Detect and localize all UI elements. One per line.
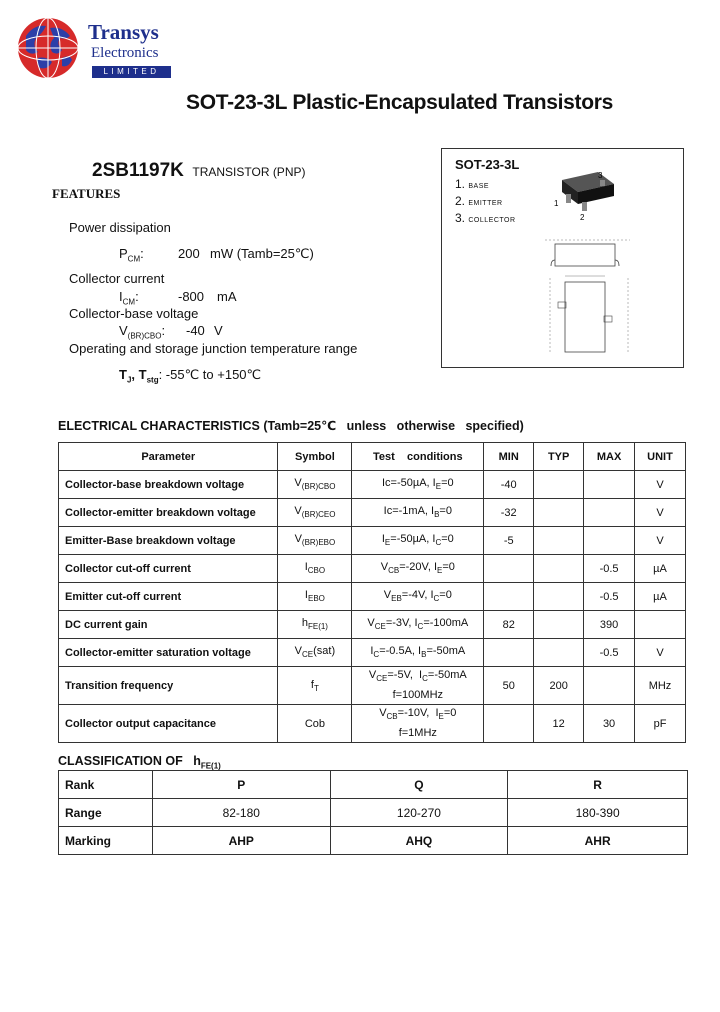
vcbo-symbol: $V_{(BR)CBO}$: bbox=[119, 323, 166, 341]
table-row: Emitter cut-off current $I_{EBO}$ $V_{EB}=-4V$, $I_C=0$ -0.5 µA bbox=[59, 583, 686, 611]
temperature-range-label: Operating and storage junction temperature range bbox=[69, 341, 358, 356]
header-typ: TYP bbox=[534, 443, 584, 471]
vcbo-unit: V bbox=[214, 323, 223, 338]
pin-3-item: 3. COLLECTOR bbox=[455, 211, 516, 225]
header-symbol: Symbol bbox=[278, 443, 352, 471]
temperature-range-value: $T_J$, $T_{stg}$: -55℃ to +150℃ bbox=[119, 367, 262, 385]
pcm-unit: mW (Tamb=25℃) bbox=[210, 246, 314, 261]
pin-1-item: 1. BASE bbox=[455, 177, 490, 191]
header-test-conditions: Test conditions bbox=[352, 443, 484, 471]
vcbo-value: -40 bbox=[186, 323, 205, 338]
part-heading bbox=[92, 160, 305, 182]
pin-mark-1: 1 bbox=[554, 199, 559, 208]
electrical-characteristics-table bbox=[58, 442, 686, 743]
table-row: Transition frequency $f_T$ $V_{CE}=-5V$, $I_C=-50mA$ f=100MHz 50 200 MHz bbox=[59, 667, 686, 705]
table-row: Collector cut-off current $I_{CBO}$ $V_{CB}=-20V$, $I_E=0$ -0.5 µA bbox=[59, 555, 686, 583]
classification-heading: CLASSIFICATION OF $h_{FE(1)}$ bbox=[58, 754, 221, 771]
collector-current-label: Collector current bbox=[69, 271, 165, 286]
part-number: 2SB1197K bbox=[92, 160, 184, 181]
electrical-characteristics-heading: ELECTRICAL CHARACTERISTICS (Tamb=25℃ unless otherwise specified) bbox=[58, 419, 524, 433]
table-row: Range 82-180 120-270 180-390 bbox=[59, 799, 688, 827]
table-row: Collector-emitter saturation voltage $V_{CE}(sat)$ $I_C=-0.5A$, $I_B=-50mA$ -0.5 V bbox=[59, 639, 686, 667]
pcm-value: 200 bbox=[178, 246, 200, 261]
classification-table bbox=[58, 770, 688, 855]
icm-symbol: $I_{CM}$: bbox=[119, 289, 139, 307]
pin-mark-3: 3 bbox=[598, 171, 603, 180]
table-header-row bbox=[59, 443, 686, 471]
table-row: Emitter-Base breakdown voltage $V_{(BR)EBO}$ $I_E=-50\mu A$, $I_C=0$ -5 V bbox=[59, 527, 686, 555]
icm-value: -800 bbox=[178, 289, 205, 304]
table-row: Collector-emitter breakdown voltage $V_{(BR)CEO}$ Ic=-1mA, $I_B=0$ -32 V bbox=[59, 499, 686, 527]
package-title: SOT-23-3L bbox=[455, 157, 520, 172]
document-title: SOT-23-3L Plastic-Encapsulated Transistors bbox=[186, 91, 614, 114]
table-row: Collector output capacitance Cob $V_{CB}=-10V$, $I_E=0$ f=1MHz 12 30 pF bbox=[59, 705, 686, 743]
pcm-symbol: $P_{CM}$: bbox=[119, 246, 144, 264]
pin-mark-2: 2 bbox=[580, 213, 585, 222]
collector-base-voltage-label: Collector-base voltage bbox=[69, 306, 199, 321]
header-min: MIN bbox=[484, 443, 534, 471]
header-parameter: Parameter bbox=[59, 443, 278, 471]
header-max: MAX bbox=[584, 443, 635, 471]
power-dissipation-label: Power dissipation bbox=[69, 220, 171, 235]
table-row: Marking AHP AHQ AHR bbox=[59, 827, 688, 855]
table-row: Rank P Q R bbox=[59, 771, 688, 799]
pin-2-item: 2. EMITTER bbox=[455, 194, 503, 208]
globe-logo-icon bbox=[16, 16, 80, 80]
company-limited-badge: LIMITED bbox=[92, 66, 171, 78]
company-name: Transys bbox=[88, 20, 159, 44]
sot23-package-drawing-icon bbox=[540, 160, 680, 360]
table-row: DC current gain $h_{FE(1)}$ $V_{CE}=-3V$, $I_C=-100mA$ 82 390 bbox=[59, 611, 686, 639]
part-type: TRANSISTOR (PNP) bbox=[192, 165, 306, 179]
icm-unit: mA bbox=[217, 289, 237, 304]
features-heading: FEATURES bbox=[52, 186, 121, 201]
header-unit: UNIT bbox=[635, 443, 686, 471]
company-subtitle: Electronics bbox=[91, 45, 159, 61]
table-row: Collector-base breakdown voltage $V_{(BR)CBO}$ Ic=-50µA, $I_E=0$ -40 V bbox=[59, 471, 686, 499]
